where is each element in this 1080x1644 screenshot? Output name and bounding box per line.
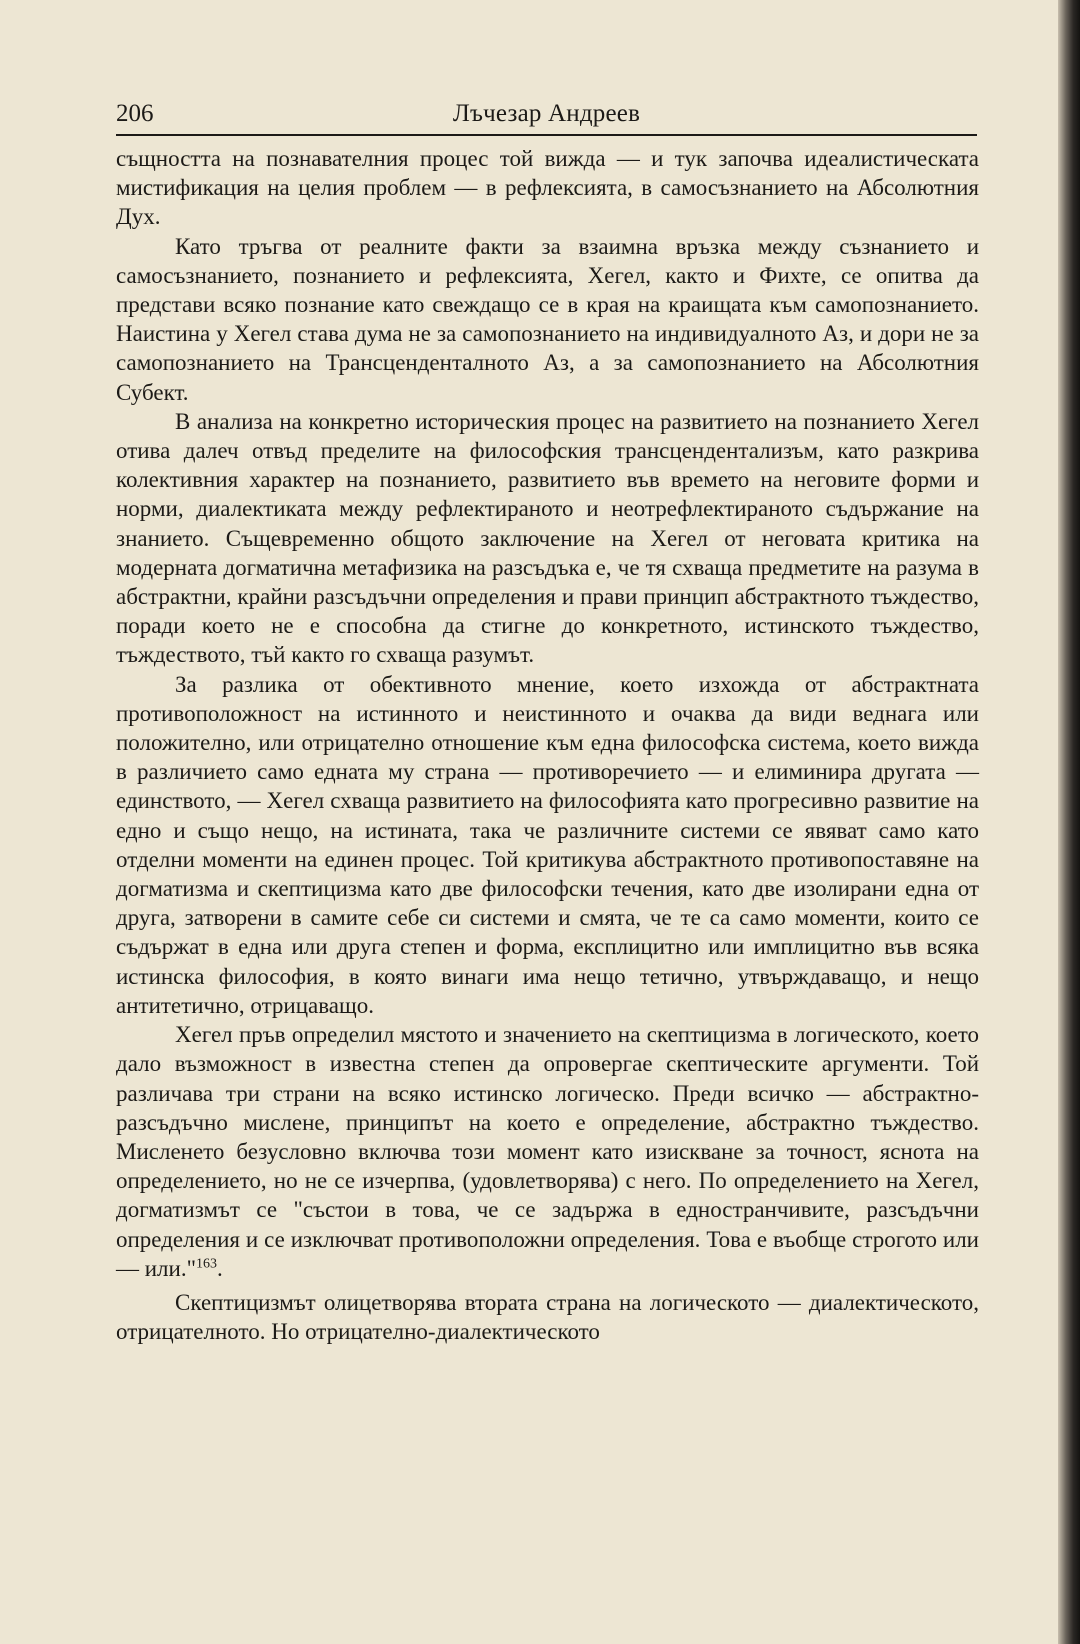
paragraph-5-end-punct: . — [216, 1255, 223, 1281]
paragraph-6: Скептицизмът олицетворява втората страна на логическото — диалектическото, отрицателното. Но отрицателно-диалектическото — [116, 1289, 979, 1345]
paragraph-5-text: Хегел пръв определил мястото и значението на скептицизма в логическото, което дало възможност в известна степен да опровергае скептическите аргументи. Той различава три страни на всяко истинско логическо. Преди всичко — абстрактно-разсъдъчно мислене, принципът на което е определение, абстрактно тъждество. Мисленето безусловно включва този момент като изискване за точност, яснота на определението, но не се изчерпва, (удовлетворява) с него. По определението на Хегел, догматизмът се "състои в това, че се задържа в едностранчивите, разсъдъчни определения и се изключват противоположни определения. Това е въобще строгото или — или." — [116, 1022, 979, 1281]
paragraph-3: В анализа на конкретно историческия процес на развитието на познанието Хегел отива далеч отвъд пределите на философския трансцендентализъм, като разкрива колективния характер на познанието, развитието във времето на неговите форми и норми, диалектиката между рефлектираното и неотрефлектираното съдържание на знанието. Същевременно общото заключение на Хегел от неговата критика на модерната догматична метафизика на разсъдъка е, че тя схваща предметите на разума в абстрактни, крайни разсъдъчни определения и прави принцип абстрактното тъждество, поради което не е способна да стигне до конкретното, истинското тъждество, тъждеството, тъй както го схваща разумът. — [116, 408, 979, 668]
paragraph-2: Като тръгва от реалните факти за взаимна връзка между съзнанието и самосъзнанието, познанието и рефлексията, Хегел, както и Фихте, се опитва да представи всяко познание като свеждащо се в края на краищата към самопознанието. Наистина у Хегел става дума не за самопознанието на индивидуалното Аз, и дори не за самопознанието на Трансценденталното Аз, а за самопознанието на Абсолютния Субект. — [116, 233, 979, 405]
header-rule — [116, 134, 977, 136]
page-header — [116, 97, 977, 131]
page-number: 206 — [116, 100, 154, 127]
running-head-author: Лъчезар Андреев — [452, 100, 641, 127]
paragraph-4: За разлика от обективното мнение, което изхожда от абстрактната противоположност на истинното и неистинното и очаква да види веднага или положително, или отрицателно отношение към една философска система, което вижда в различието само едната му страна — противоречието — и елиминира другата — единството, — Хегел схваща развитието на философията като прогресивно развитие на едно и също нещо, на истината, така че различните системи се явяват само като отделни моменти на единен процес. Той критикува абстрактното противопоставяне на догматизма и скептицизма като две философски течения, като две изолирани една от друга, затворени в самите себе си системи и смята, че те са само моменти, които се съдържат в една или друга степен и форма, експлицитно или имплицитно във всяка истинска философия, в която винаги има нещо тетично, утвърждаващо, и нещо антитетично, отрицаващо. — [116, 671, 979, 1018]
body-text — [116, 144, 979, 1346]
footnote-marker: 163 — [195, 1256, 217, 1272]
paragraph-1: същността на познавателния процес той вижда — и тук започва идеалистическата мистификация на целия проблем — в рефлексията, в самосъзнанието на Абсолютния Дух. — [116, 146, 979, 230]
paragraph-5 — [116, 1020, 979, 1283]
book-spine-shadow — [1058, 0, 1080, 1644]
